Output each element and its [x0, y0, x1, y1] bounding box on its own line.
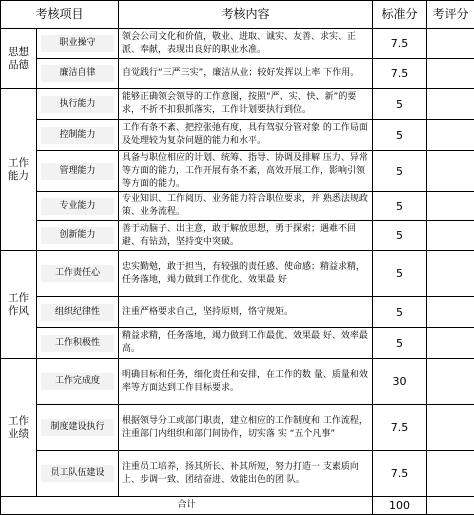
table-row	[1, 29, 474, 59]
eval-cell[interactable]	[427, 89, 474, 120]
table-header-row	[1, 1, 474, 29]
table-row	[1, 297, 474, 328]
eval-cell[interactable]	[427, 297, 474, 328]
eval-cell[interactable]	[427, 405, 474, 451]
table-row	[1, 59, 474, 89]
table-row	[1, 359, 474, 405]
item-cell	[37, 359, 119, 405]
item-cell	[37, 405, 119, 451]
header-item: 考核项目	[1, 1, 119, 29]
content-cell: 注重严格要求自己，坚持原则，恪守规矩。	[119, 297, 373, 328]
item-cell	[37, 59, 119, 89]
score-cell: 5	[373, 251, 427, 297]
content-cell: 善于动脑子、出主意，敢于解放思想，勇于探索；遇难不回 避、有钻劲，坚持变中突破。	[119, 221, 373, 251]
table-row	[1, 251, 474, 297]
item-cell	[37, 29, 119, 59]
score-cell: 5	[373, 297, 427, 328]
score-cell: 7.5	[373, 29, 427, 59]
content-cell: 忠实勤勉，敢于担当，有较强的责任感、使命感；精益求精，任务落地，竭力做到工作优化、效果最 好	[119, 251, 373, 297]
eval-cell[interactable]	[427, 251, 474, 297]
category-cell: 思想 品德	[1, 29, 37, 89]
item-cell	[37, 120, 119, 151]
table-row	[1, 151, 474, 192]
item-label: 控制能力	[41, 127, 114, 144]
item-label: 执行能力	[41, 96, 114, 113]
score-cell: 7.5	[373, 405, 427, 451]
table-row	[1, 89, 474, 120]
content-cell: 明确目标和任务，细化责任和安排，在工作的数 量、质量和效率等方面达到工作目标要求。	[119, 359, 373, 405]
score-cell: 5	[373, 328, 427, 359]
item-label: 管理能力	[41, 163, 114, 180]
item-label: 创新能力	[41, 227, 114, 244]
total-label: 合计	[1, 497, 373, 515]
item-cell	[37, 451, 119, 497]
item-label: 职业操守	[41, 35, 114, 52]
content-cell: 领会公司文化和价值，敬业、进取、诚实、友善、求实、正派、奉献，表现出良好的职业水准。	[119, 29, 373, 59]
header-standard-score: 标准分	[373, 1, 427, 29]
header-content: 考核内容	[119, 1, 373, 29]
table-row	[1, 221, 474, 251]
score-cell: 5	[373, 192, 427, 221]
score-cell: 5	[373, 89, 427, 120]
item-cell	[37, 328, 119, 359]
item-label: 廉洁自律	[41, 65, 114, 82]
item-label: 员工队伍建设	[41, 465, 114, 482]
score-cell: 7.5	[373, 59, 427, 89]
eval-cell[interactable]	[427, 192, 474, 221]
total-row	[1, 497, 474, 515]
eval-cell[interactable]	[427, 29, 474, 59]
total-eval[interactable]	[427, 497, 474, 515]
item-cell	[37, 221, 119, 251]
table-row	[1, 328, 474, 359]
item-label: 专业能力	[41, 198, 114, 215]
score-cell: 5	[373, 221, 427, 251]
score-cell: 5	[373, 120, 427, 151]
item-cell	[37, 151, 119, 192]
category-cell: 工作 能力	[1, 89, 37, 251]
content-cell: 专业知识、工作阅历、业务能力符合职位要求，并 熟悉法规政策、业务流程。	[119, 192, 373, 221]
content-cell: 根据领导分工或部门职责，建立相应的工作制度和 工作流程，注重部门内组织和部门间协作，切实落 实 “五个凡事”	[119, 405, 373, 451]
item-label: 工作积极性	[41, 335, 114, 352]
eval-cell[interactable]	[427, 59, 474, 89]
score-cell: 30	[373, 359, 427, 405]
total-score: 100	[373, 497, 427, 515]
item-label: 制度建设执行	[41, 419, 114, 436]
eval-cell[interactable]	[427, 221, 474, 251]
table-row	[1, 451, 474, 497]
eval-cell[interactable]	[427, 451, 474, 497]
item-cell	[37, 192, 119, 221]
table-row	[1, 120, 474, 151]
content-cell: 能够正确领会领导的工作意图，按照“严、实、快、新”的要求，不折不扣狠抓落实，工作计划要执行到位。	[119, 89, 373, 120]
eval-cell[interactable]	[427, 120, 474, 151]
eval-cell[interactable]	[427, 359, 474, 405]
item-label: 组织纪律性	[41, 304, 114, 321]
category-cell: 工作 业绩	[1, 359, 37, 497]
item-label: 工作完成度	[41, 373, 114, 390]
content-cell: 工作有条不紊、把控张弛有度，具有驾驭分管对象 的工作局面及处理较为复杂问题的能力和水平。	[119, 120, 373, 151]
content-cell: 精益求精，任务落地，竭力做到工作最优、效果最 好、效率最高。	[119, 328, 373, 359]
table-row	[1, 192, 474, 221]
item-cell	[37, 89, 119, 120]
content-cell: 具备与职位相应的计划、统筹、指导、协调及排解 压力、异常等方面的能力，工作开展有条不紊，高效开展工作，影响引领等方面的能力。	[119, 151, 373, 192]
table-row	[1, 405, 474, 451]
item-cell	[37, 297, 119, 328]
content-cell: 注重员工培养，扬其所长、补其所短，努力打造一 支素质向上、步调一致、团结奋进、效能出色的团 队。	[119, 451, 373, 497]
eval-cell[interactable]	[427, 328, 474, 359]
eval-cell[interactable]	[427, 151, 474, 192]
item-label: 工作责任心	[41, 265, 114, 282]
header-evaluation: 考评分	[427, 1, 474, 29]
category-cell: 工作 作风	[1, 251, 37, 359]
score-cell: 5	[373, 151, 427, 192]
score-cell: 7.5	[373, 451, 427, 497]
item-cell	[37, 251, 119, 297]
content-cell: 自觉践行“三严三实”，廉洁从业；较好发挥以上率 下作用。	[119, 59, 373, 89]
